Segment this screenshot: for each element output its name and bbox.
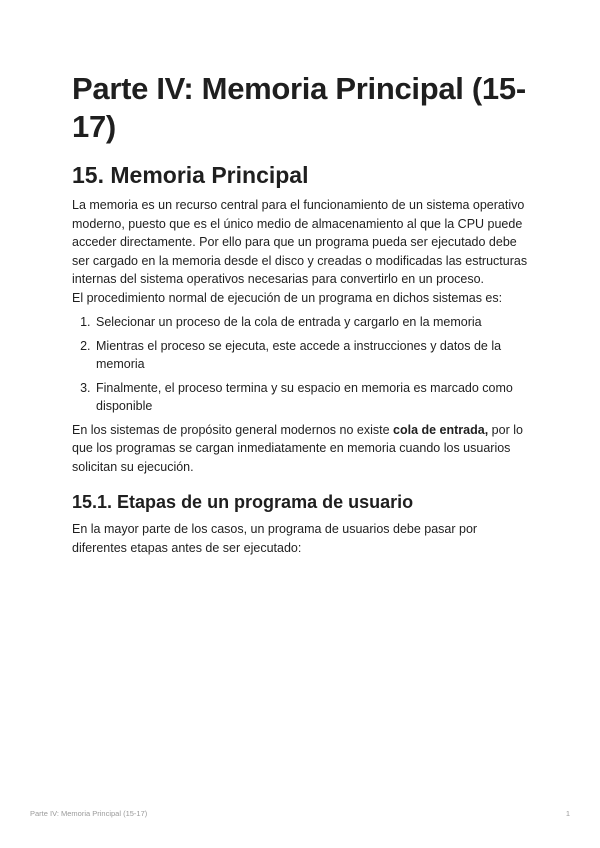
list-item: 1. Selecionar un proceso de la cola de entrada y cargarlo en la memoria bbox=[94, 313, 532, 332]
list-item: 2. Mientras el proceso se ejecuta, este accede a instrucciones y datos de la memoria bbox=[94, 337, 532, 374]
subsection-heading: 15.1. Etapas de un programa de usuario bbox=[72, 492, 414, 512]
page-footer bbox=[30, 809, 570, 818]
steps-list bbox=[72, 313, 532, 416]
document-title: Parte IV: Memoria Principal (15-17) bbox=[72, 71, 526, 144]
paragraph: El procedimiento normal de ejecución de un programa en dichos sistemas es: bbox=[72, 290, 503, 305]
document-page bbox=[72, 70, 532, 557]
paragraph bbox=[72, 421, 532, 477]
footer-title: Parte IV: Memoria Principal (15-17) bbox=[30, 809, 148, 818]
section-heading: 15. Memoria Principal bbox=[72, 162, 309, 188]
paragraph: En la mayor parte de los casos, un programa de usuarios debe pasar por diferentes etapas antes de ser ejecutado: bbox=[72, 522, 478, 555]
text-run: por lo que los programas se cargan inmediatamente en memoria cuando los usuarios solicitan su ejecución. bbox=[72, 422, 523, 474]
list-item: 3. Finalmente, el proceso termina y su espacio en memoria es marcado como disponible bbox=[94, 379, 532, 416]
text-run: En los sistemas de propósito general modernos no existe bbox=[72, 422, 394, 437]
bold-term: cola de entrada, bbox=[393, 422, 489, 437]
paragraph: La memoria es un recurso central para el funcionamiento de un sistema operativo moderno, puesto que es el único medio de almacenamiento al que la CPU puede acceder directamente. Por ello para que un programa pueda ser ejecutado debe ser cargado en la memoria desde el disco y creadas o modificadas las estructuras internas del sistema operativos necesarias para convertirlo en un proceso. bbox=[72, 198, 528, 286]
page-number: 1 bbox=[565, 809, 570, 818]
